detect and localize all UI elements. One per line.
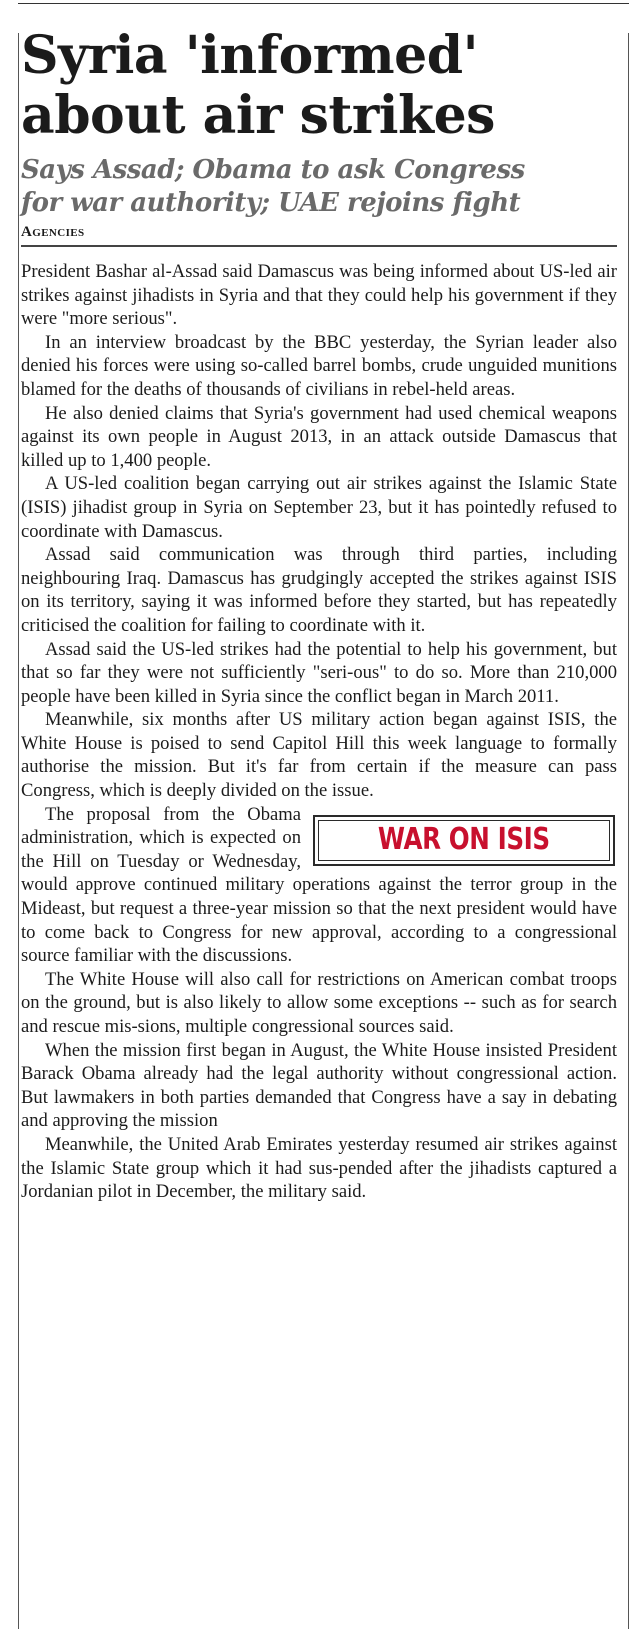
byline-divider: [21, 245, 617, 247]
paragraph-6: Assad said the US-led strikes had the potential to help his government, but that so far they were not sufficiently "seri-ous" to do so. More than 210,000 people have been killed in Syria since the conflict began in March 2011.: [21, 638, 617, 707]
article-body: [21, 260, 617, 1204]
subheadline-line-1: Says Assad; Obama to ask Congress: [21, 155, 525, 185]
paragraph-5: Assad said communication was through third parties, including neighbouring Iraq. Damascus has grudgingly accepted the strikes against ISIS on its territory, saying it was informed before they started, but has repeatedly criticised the coalition for failing to coordinate with it.: [21, 544, 617, 636]
headline-line-1: Syria 'informed': [21, 25, 479, 86]
subheadline: [21, 154, 617, 220]
subheadline-line-2: for war authority; UAE rejoins fight: [21, 188, 521, 218]
headline-line-2: about air strikes: [21, 85, 495, 146]
paragraph-7: Meanwhile, six months after US military action began against ISIS, the White House is poised to send Capitol Hill this week language to formally authorise the mission. But it's far from certain if the measure can pass Congress, which is deeply divided on the issue.: [21, 709, 617, 802]
paragraph-2: In an interview broadcast by the BBC yesterday, the Syrian leader also denied his forces were using so-called barrel bombs, crude unguided munitions blamed for the deaths of thousands of civilians in rebel-held areas.: [21, 331, 617, 400]
paragraph-10: When the mission first began in August, the White House insisted President Barack Obama already had the legal authority without congressional action. But lawmakers in both parties demanded that Congress have a say in debating and approving the mission: [21, 1039, 617, 1132]
left-column-rule: [18, 33, 19, 1629]
paragraph-1: President Bashar al-Assad said Damascus was being informed about US-led air strikes against jihadists in Syria and that they could help his government if they were "more serious".: [21, 261, 617, 330]
paragraph-9: The White House will also call for restrictions on American combat troops on the ground, but is also likely to allow some exceptions -- such as for search and rescue mis-sions, multiple congressional sources said.: [21, 968, 617, 1037]
byline: Agencies: [21, 224, 85, 240]
paragraph-8: The proposal from the Obama administration, which is expected on the Hill on Tuesday or Wednesday, would approve continued military operations against the terror group in the Mideast, but request a three-year mission so that the next president would have to come back to Congress for new approval, according to a congressional source familiar with the discussions.: [21, 803, 617, 967]
news-article: [21, 26, 617, 1204]
paragraph-11: Meanwhile, the United Arab Emirates yesterday resumed air strikes against the Islamic State group which it had sus-pended after the jihadists captured a Jordanian pilot in December, the military said.: [21, 1133, 617, 1203]
callout-label: WAR ON ISIS: [378, 822, 550, 858]
paragraph-3: He also denied claims that Syria's government had used chemical weapons against its own people in August 2013, in an attack outside Damascus that killed up to 1,400 people.: [21, 402, 617, 471]
top-rule: [18, 3, 629, 4]
headline: [21, 26, 617, 146]
war-on-isis-callout: [313, 815, 615, 866]
paragraph-4: A US-led coalition began carrying out air strikes against the Islamic State (ISIS) jihadist group in Syria on September 23, but it has pointedly refused to coordinate with Damascus.: [21, 473, 617, 542]
right-column-rule: [628, 33, 629, 1629]
